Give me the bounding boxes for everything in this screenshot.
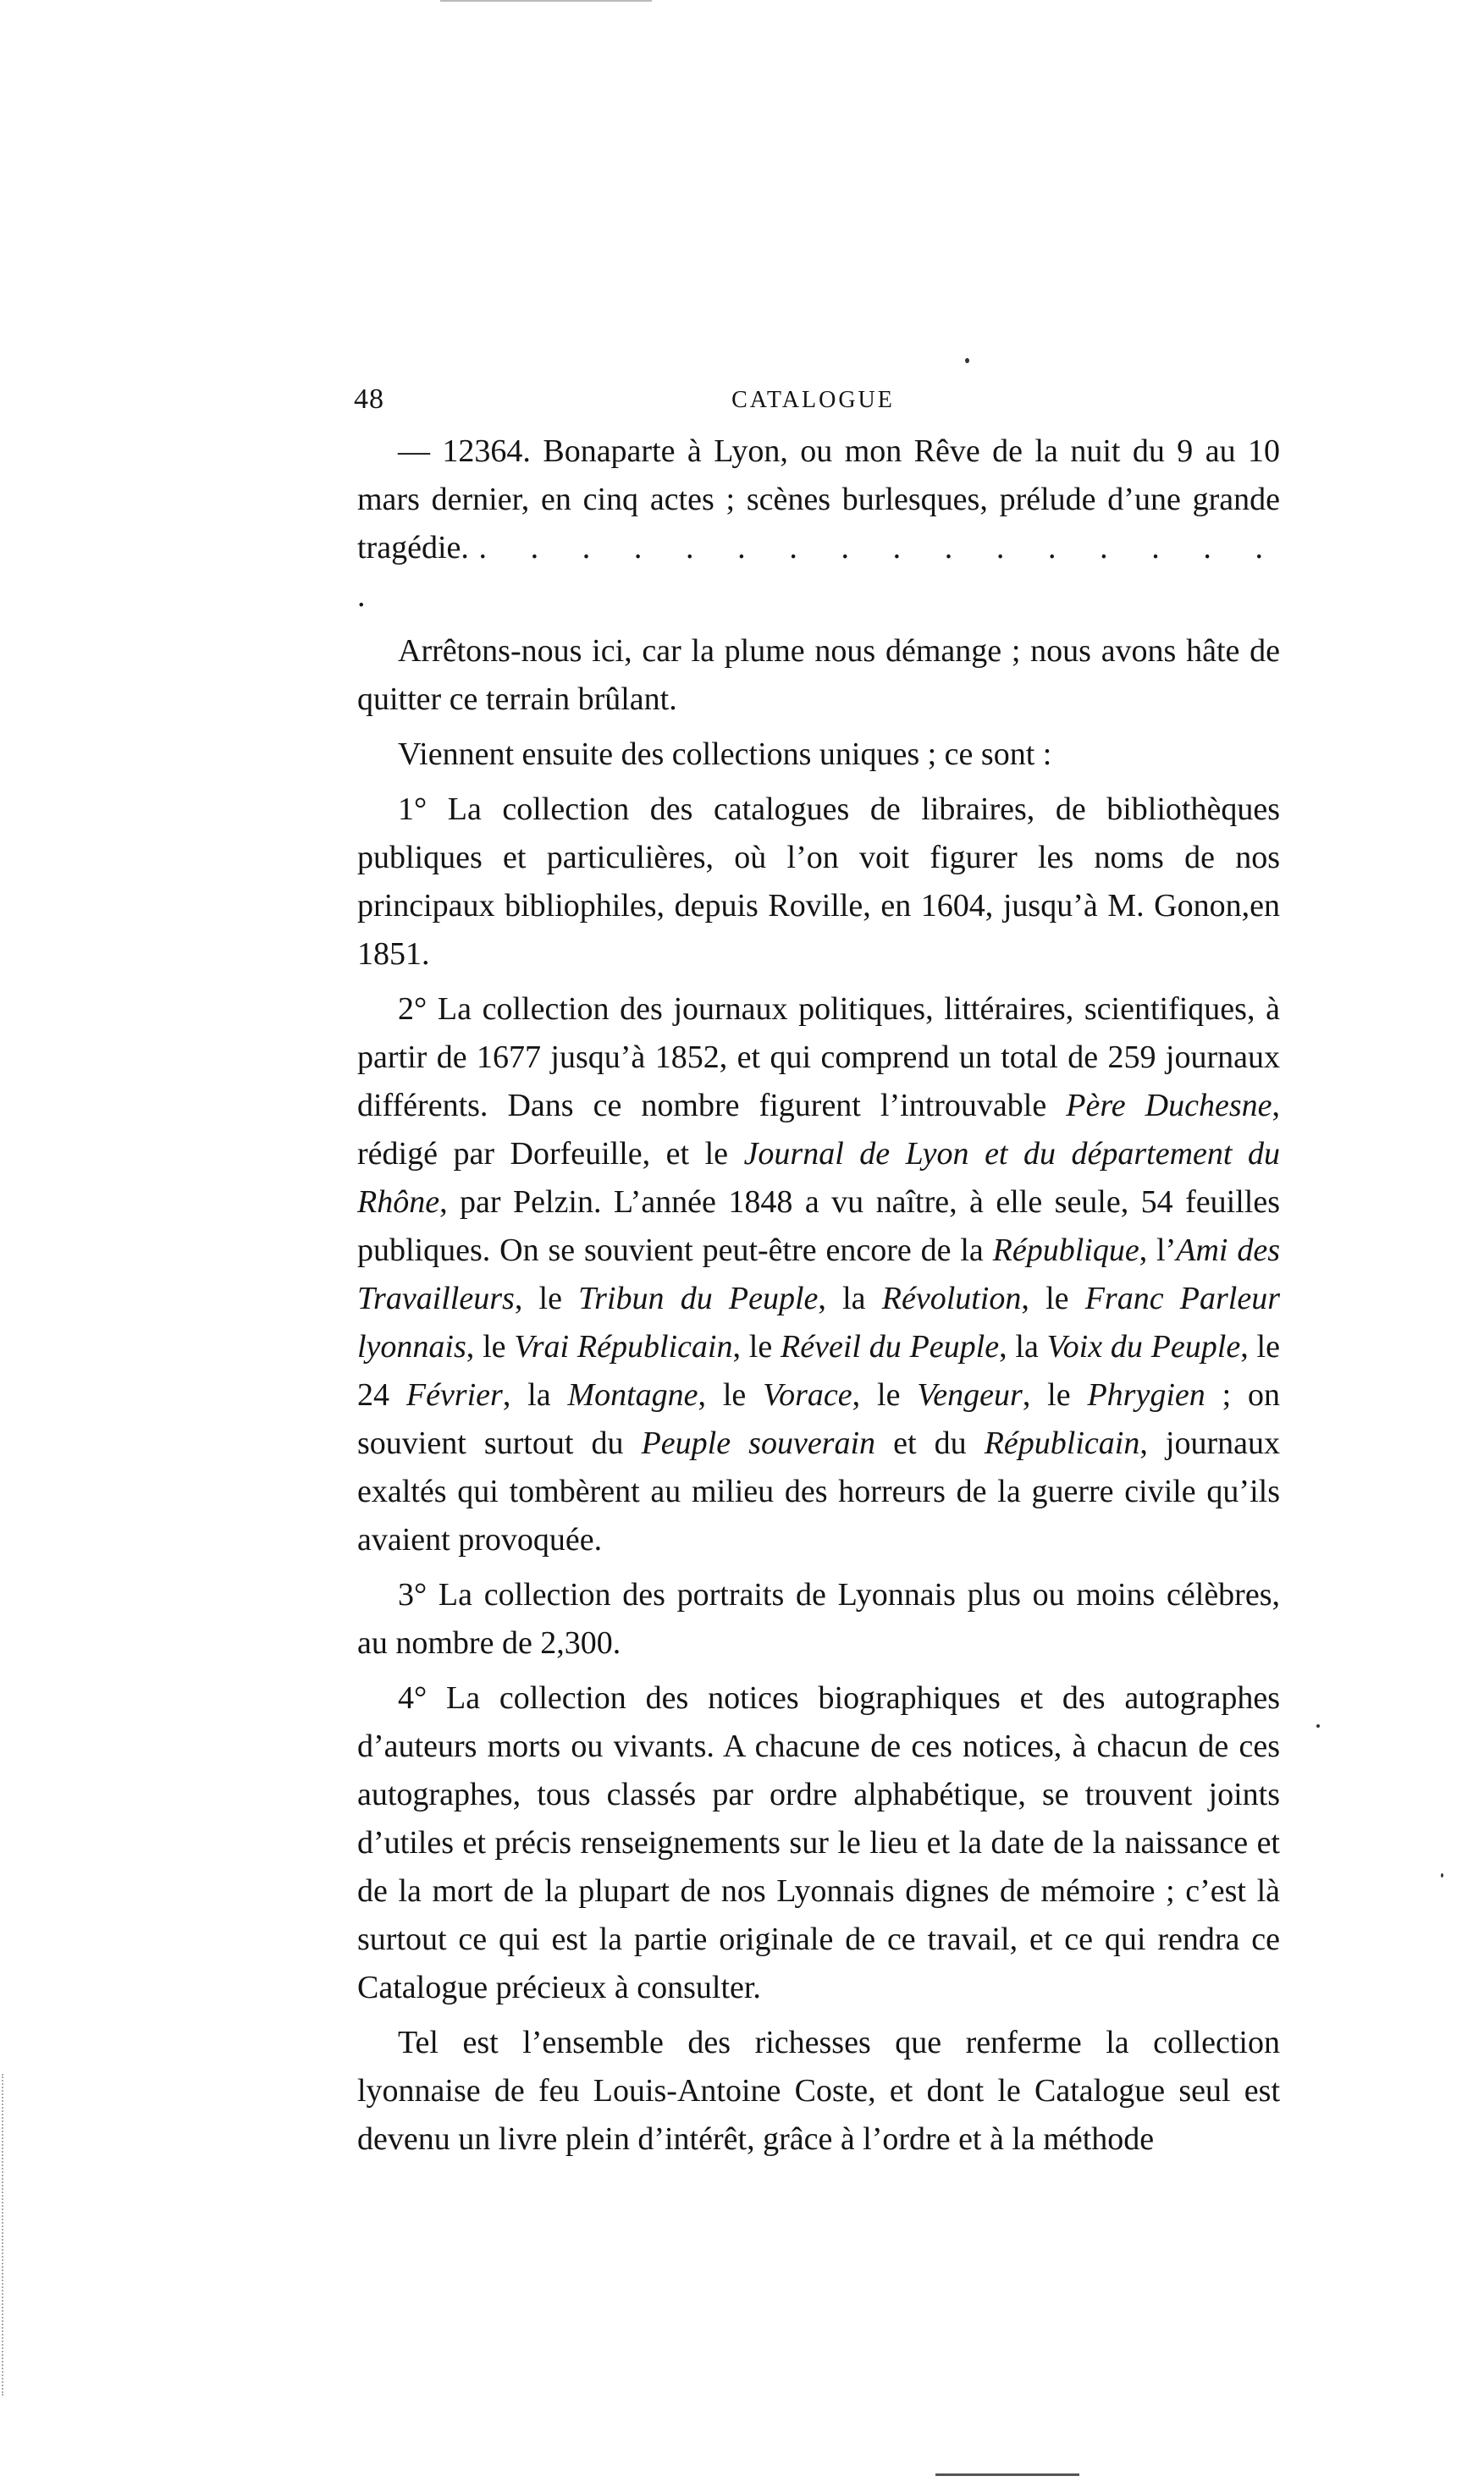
ink-speck: [1316, 1724, 1320, 1728]
ink-speck: [1441, 1873, 1443, 1878]
ink-speck: [965, 358, 969, 363]
text-run: , rédigé par Dorfeuille, et le: [357, 1088, 1280, 1172]
italic-title: Père Duchesne: [1066, 1088, 1272, 1123]
scan-edge-mark-top: [440, 0, 652, 2]
paragraph-catalogues: [357, 786, 1280, 979]
text-run: ; on souvient surtout du: [357, 1377, 1280, 1461]
text-run: — 12364. Bonaparte à Lyon, ou mon Rêve de la nuit du 9 au 10 mars dernier, en cinq actes ; scènes burlesques, prélude d’une grande tragédie.: [357, 433, 1280, 565]
text-run: , par Pelzin. L’année 1848 a vu naître, à elle seule, 54 feuilles publiques. On se souvient peut-être encore de la: [357, 1184, 1280, 1268]
text-run: , le: [1021, 1281, 1085, 1316]
paragraph-notices: [357, 1674, 1280, 2012]
italic-title: République: [992, 1232, 1139, 1268]
scan-edge-mark-bottom: [935, 2473, 1079, 2476]
paragraph-journaux: [357, 985, 1280, 1564]
italic-title: Tribun du Peuple: [578, 1281, 819, 1316]
paragraph-entry-12364: [357, 427, 1280, 620]
text-run: , journaux exaltés qui tombèrent au milieu des horreurs de la guerre civile qu’ils avaient provoquée.: [357, 1425, 1280, 1558]
italic-title: Phrygien: [1087, 1377, 1205, 1413]
italic-title: Journal de Lyon et du département du Rhône: [357, 1136, 1280, 1220]
text-run: , le: [514, 1281, 579, 1316]
italic-title: Franc Parleur lyonnais: [357, 1281, 1280, 1365]
italic-title: Républicain: [984, 1425, 1140, 1461]
paragraph-portraits: [357, 1571, 1280, 1668]
italic-title: Vrai Républicain: [514, 1329, 733, 1365]
text-run: , la: [502, 1377, 568, 1413]
text-run: , le: [466, 1329, 515, 1365]
italic-title: Février: [405, 1377, 503, 1413]
paragraph-arretons: [357, 627, 1280, 724]
scan-margin-marks: [2, 2074, 6, 2396]
italic-title: Voix du Peuple: [1046, 1329, 1241, 1365]
text-run: Arrêtons-nous ici, car la plume nous démange ; nous avons hâte de quitter ce terrain brûlant.: [357, 633, 1280, 717]
text-run: 4° La collection des notices biographiques et des autographes d’auteurs morts ou vivants. A chacune de ces notices, à chacun de ces autographes, tous classés par ordre alphabétique, se trouvent joints d’utiles et précis renseignements sur le lieu et la date de la naissance et de la mort de la plupart de nos Lyonnais dignes de mémoire ; c’est là surtout ce qui est la partie originale de ce travail, et ce qui rendra ce Catalogue précieux à consulter.: [357, 1680, 1280, 2005]
text-run: , la: [999, 1329, 1047, 1365]
italic-title: Montagne: [567, 1377, 698, 1413]
text-run: Viennent ensuite des collections uniques ; ce sont :: [398, 736, 1052, 772]
italic-title: Peuple souverain: [641, 1425, 876, 1461]
italic-title: Vorace: [763, 1377, 852, 1413]
text-run: , le 24: [357, 1329, 1280, 1413]
text-run: , la: [818, 1281, 882, 1316]
text-run: , le: [1022, 1377, 1088, 1413]
text-run: 2° La collection des journaux politiques, littéraires, scientifiques, à partir de 1677 jusqu’à 1852, et qui comprend un total de 259 journaux différents. Dans ce nombre figurent l’introuvable: [357, 991, 1280, 1123]
text-run: 1° La collection des catalogues de libraires, de bibliothèques publiques et particulières, où l’on voit figurer les noms de nos principaux bibliophiles, depuis Roville, en 1604, jusqu’à M. Gonon,en 1851.: [357, 791, 1280, 972]
italic-title: Révolution: [881, 1281, 1022, 1316]
running-head: [354, 377, 1272, 427]
page-number: 48: [354, 383, 384, 415]
italic-title: Ami des Travailleurs: [357, 1232, 1280, 1316]
text-run: Tel est l’ensemble des richesses que renferme la collection lyonnaise de feu Louis-Antoine Coste, et dont le Catalogue seul est devenu un livre plein d’intérêt, grâce à l’ordre et à la méthode: [357, 2025, 1280, 2157]
italic-title: Réveil du Peuple: [781, 1329, 1000, 1365]
text-run: et du: [875, 1425, 985, 1461]
text-run: , le: [852, 1377, 918, 1413]
paragraph-ensemble: [357, 2019, 1280, 2164]
text-run: 3° La collection des portraits de Lyonnais plus ou moins célèbres, au nombre de 2,300.: [357, 1577, 1280, 1661]
dot-leaders: . . . . . . . . . . . . . . . . .: [357, 530, 1281, 614]
text-run: , l’: [1139, 1232, 1177, 1268]
body-text: [357, 427, 1280, 2164]
paragraph-collections-intro: [357, 731, 1280, 779]
text-run: , le: [698, 1377, 764, 1413]
italic-title: Vengeur: [917, 1377, 1023, 1413]
running-title: CATALOGUE: [731, 387, 895, 413]
text-run: , le: [732, 1329, 781, 1365]
